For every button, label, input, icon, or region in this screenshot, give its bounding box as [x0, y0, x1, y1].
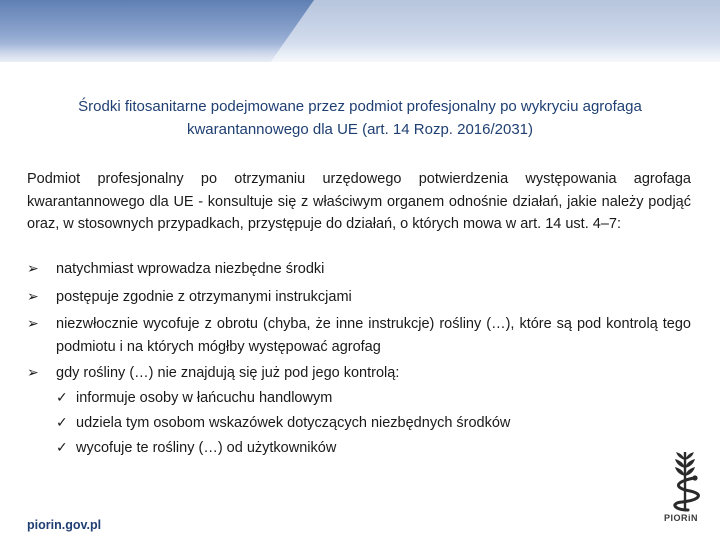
bullet-text: postępuje zgodnie z otrzymanymi instrukcjami	[56, 288, 352, 305]
arrow-bullet-icon: ➢	[27, 316, 39, 332]
bullet-text: gdy rośliny (…) nie znajdują się już pod jego kontrolą:	[56, 365, 400, 381]
arrow-bullet-icon: ➢	[27, 288, 39, 305]
checkmark-icon: ✓	[56, 439, 68, 456]
logo-wordmark: PIORiN	[664, 513, 699, 523]
sub-bullet-item	[56, 436, 691, 461]
bullet-item	[27, 286, 691, 309]
bullet-text: niezwłocznie wycofuje z obrotu (chyba, że inne instrukcje) rośliny (…), które są pod kontrolą tego podmiotu i na których mógłby występować agrofag	[56, 316, 691, 355]
slide-title: Środki fitosanitarne podejmowane przez podmiot profesjonalny po wykryciu agrofaga kwarantannowego dla UE (art. 14 Rozp. 2016/2031)	[78, 98, 642, 138]
arrow-bullet-icon: ➢	[27, 261, 39, 277]
bullet-text: natychmiast wprowadza niezbędne środki	[56, 261, 325, 277]
header-band	[0, 0, 720, 62]
sub-bullet-text: wycofuje te rośliny (…) od użytkowników	[76, 439, 337, 456]
checkmark-icon: ✓	[56, 414, 68, 431]
sub-bullet-text: udziela tym osobom wskazówek dotyczących niezbędnych środków	[76, 414, 511, 431]
sub-bullet-list	[56, 386, 691, 461]
bullet-list	[27, 258, 691, 461]
sub-bullet-item	[56, 386, 691, 411]
bullet-item	[27, 258, 691, 281]
sub-bullet-item	[56, 411, 691, 436]
intro-paragraph: Podmiot profesjonalny po otrzymaniu urzędowego potwierdzenia występowania agrofaga kwarantannowego dla UE - konsultuje się z właściwym organem odnośnie działań, jakie należy podjąć oraz, w stosownych przypadkach, przystępuje do działań, o których mowa w art. 14 ust. 4–7:	[27, 171, 691, 232]
checkmark-icon: ✓	[56, 389, 68, 406]
bullet-item	[27, 362, 691, 461]
arrow-bullet-icon: ➢	[27, 365, 39, 381]
sub-bullet-text: informuje osoby w łańcuchu handlowym	[76, 389, 333, 406]
footer-url-link[interactable]: piorin.gov.pl	[27, 518, 102, 532]
bullet-item	[27, 313, 691, 358]
